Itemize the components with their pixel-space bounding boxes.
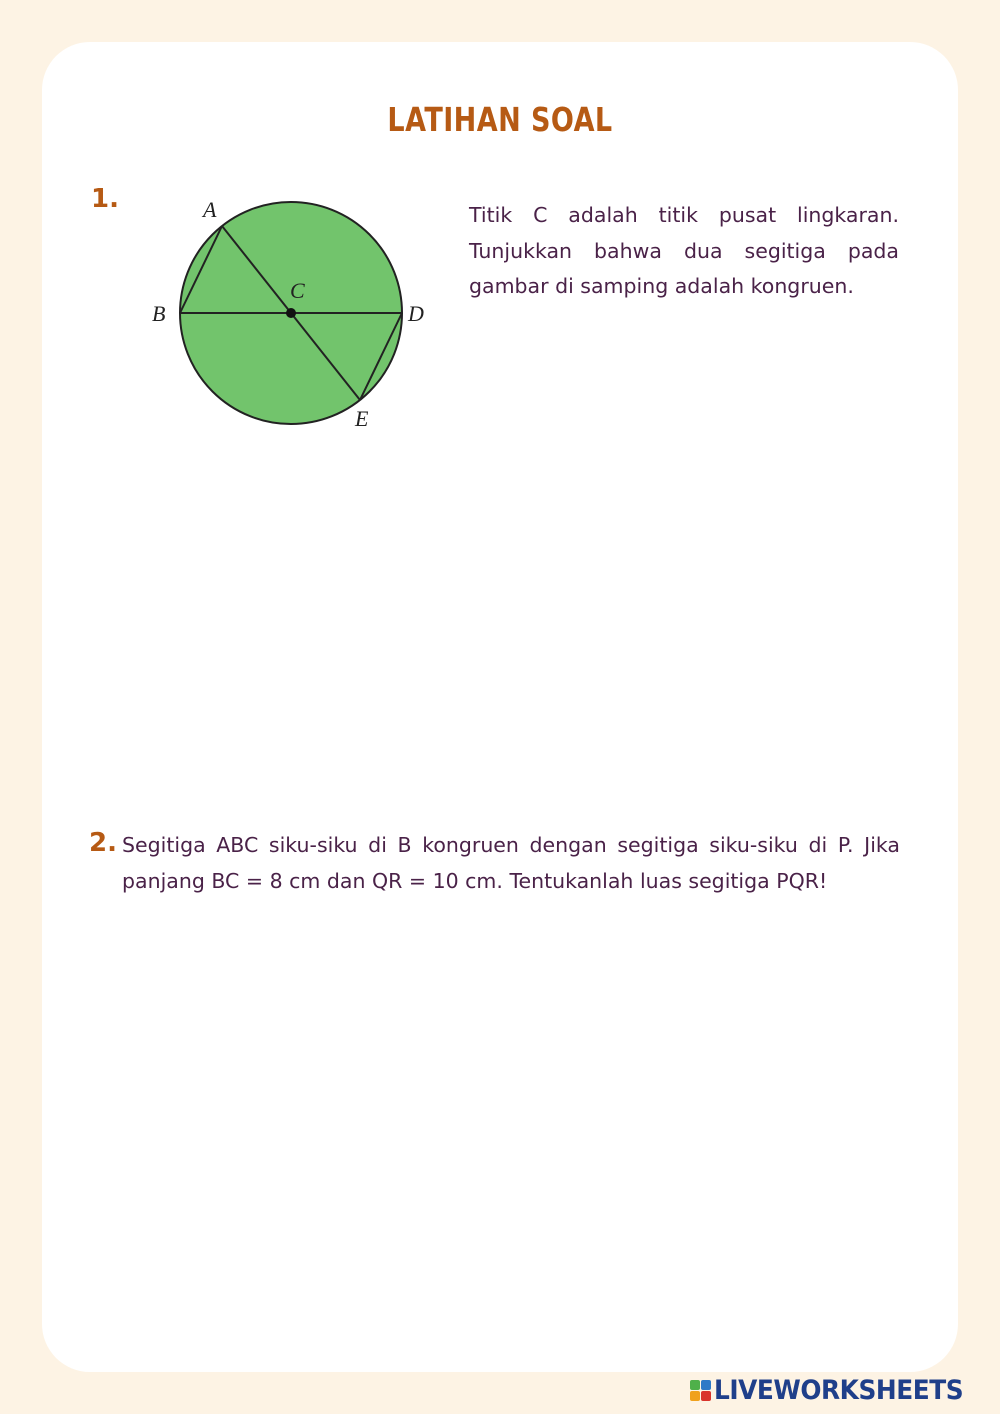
- question-2-number: 2.: [89, 828, 117, 858]
- circle-diagram: [140, 190, 440, 440]
- logo-square-2: [701, 1380, 711, 1390]
- label-b: B: [152, 301, 166, 326]
- question-2-text: Segitiga ABC siku-siku di B kongruen dengan segitiga siku-siku di P. Jika panjang BC = 8 cm dan QR = 10 cm. Tentukanlah luas segitiga PQR!: [122, 833, 900, 893]
- logo-square-1: [690, 1380, 700, 1390]
- center-point: [286, 308, 296, 318]
- label-d: D: [408, 301, 424, 326]
- page-title: LATIHAN SOAL: [387, 100, 613, 139]
- label-c: C: [290, 278, 305, 303]
- logo-text: LIVEWORKSHEETS: [714, 1374, 964, 1406]
- liveworksheets-logo[interactable]: [690, 1375, 985, 1405]
- label-a: A: [203, 197, 217, 222]
- logo-square-4: [701, 1391, 711, 1401]
- question-1-text: Titik C adalah titik pusat lingkaran. Tunjukkan bahwa dua segitiga pada gambar di samping adalah kongruen.: [469, 203, 899, 298]
- logo-grid-icon: [690, 1380, 711, 1401]
- label-e: E: [355, 406, 369, 431]
- logo-square-3: [690, 1391, 700, 1401]
- question-1-number: 1.: [91, 184, 119, 214]
